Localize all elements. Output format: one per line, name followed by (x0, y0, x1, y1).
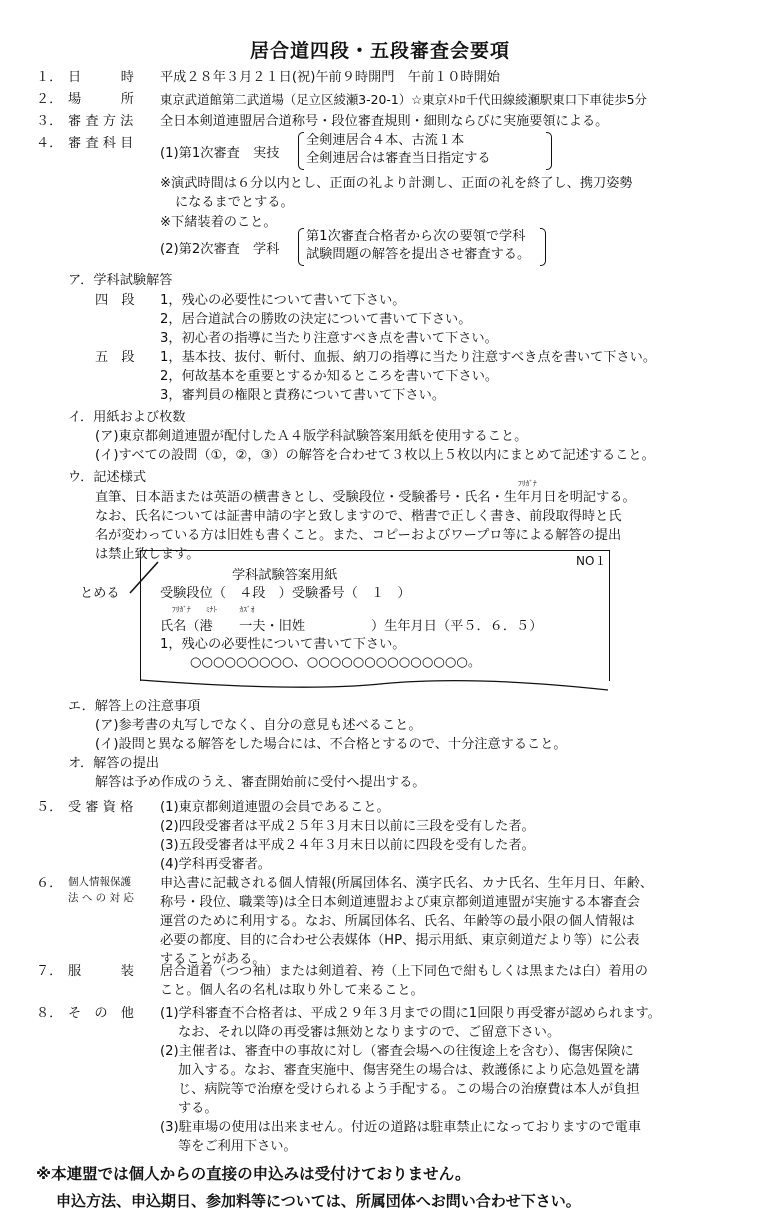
other-text: 等をご利用下さい。 (178, 1139, 297, 1154)
date-text: 平成２８年３月２１日(祝)午前９時開門 午前１０時開始 (160, 70, 500, 85)
question-item: 1，基本技、抜付、斬付、血振、納刀の指導に当たり注意すべき点を書いて下さい。 (160, 350, 657, 365)
format-text: なお、氏名については証書申請の字と致しますので、楷書で正しく書き、前段取得時と氏 (95, 509, 622, 524)
qualification-item: (1)東京都剣道連盟の会員であること。 (160, 800, 390, 815)
furigana-ruby: ﾌﾘｶﾞﾅ (518, 479, 537, 488)
place-text: 東京武道館第二武道場（足立区綾瀬3-20-1）☆東京ﾒﾄﾛ千代田線綾瀬駅東口下車徒歩5分 (160, 92, 647, 107)
page-title: 居合道四段・五段審査会要項 (250, 40, 511, 62)
privacy-text: 必要の都度、目的に合わせ公表媒体（HP、掲示用紙、東京剣道だより等）に公表 (160, 933, 640, 948)
performance-note: になるまでとする。 (175, 195, 294, 210)
section-label-subjects: 審 査 科 目 (68, 136, 134, 151)
sheet-name-line: 氏名（港 一夫・旧姓 ）生年月日（平５．６．５） (160, 619, 543, 634)
question-item: 3，初心者の指導に当たり注意すべき点を書いて下さい。 (160, 331, 498, 346)
sheet-ruby: ﾌﾘｶﾞﾅ ﾐﾅﾄ ｶｽﾞｵ (172, 605, 255, 614)
section-label-date: 日 時 (68, 70, 134, 85)
staple-label: とめる (80, 586, 120, 601)
other-text: (1)学科審査不合格者は、平成２９年３月までの間に1回限り再受審が認められます。 (160, 1006, 661, 1021)
paper-rule: (ア)東京都剣道連盟が配付したＡ４版学科試験答案用紙を使用すること。 (95, 429, 528, 444)
subsection-heading: ウ．記述様式 (68, 470, 147, 485)
subsection-heading: イ．用紙および枚数 (68, 410, 186, 425)
privacy-text: 申込書に記載される個人情報(所属団体名、漢字氏名、カナ氏名、生年月日、年齢、 (160, 876, 654, 891)
section-label-place: 場 所 (68, 92, 134, 107)
section-label-qualification: 受 審 資 格 (68, 800, 134, 815)
attire-text: こと。個人名の名札は取り外して来ること。 (160, 983, 424, 998)
other-text: じ、病院等で治療を受けられるよう手配する。この場合の治療費は本人が負担 (178, 1082, 640, 1097)
method-text: 全日本剣道連盟居合道称号・段位審査規則・細則ならびに実施要領による。 (160, 114, 609, 129)
section-number: ７． (36, 964, 63, 979)
second-exam-label: (2)第2次審査 学科 (160, 242, 280, 257)
section-number: ４． (36, 136, 63, 151)
question-item: 3，審判員の権限と責務について書いて下さい。 (160, 388, 446, 403)
section-number: ３． (36, 114, 63, 129)
sheet-answer: ○○○○○○○○○、○○○○○○○○○○○○○○。 (190, 655, 482, 670)
other-text: (2)主催者は、審査中の事故に対し（審査会場への往復途上を含む）、傷害保険に (160, 1044, 634, 1059)
grade-label-yondan: 四 段 (95, 293, 135, 308)
other-text: なお、それ以降の再受審は無効となりますので、ご留意下さい。 (178, 1025, 561, 1040)
privacy-text: 称号・段位、職業等)は全日本剣道連盟および東京都剣道連盟が実施する本審査会 (160, 895, 640, 910)
second-exam-line: 第1次審査合格者から次の要領で学科 (306, 229, 526, 244)
format-text: は禁止致します。 (95, 547, 200, 562)
format-text: 直筆、日本語または英語の横書きとし、受験段位・受験番号・氏名・生年月日を明記する。 (95, 490, 636, 505)
performance-note: ※演武時間は６分以内とし、正面の礼より計測し、正面の礼を終了し、携刀姿勢 (160, 176, 633, 191)
notice-line: ※本連盟では個人からの直接の申込みは受付けておりません。 (36, 1165, 471, 1183)
other-text: 加入する。なお、審査実施中、傷害発生の場合は、救護係により応急処置を講 (178, 1063, 640, 1078)
answer-note: (イ)設問と異なる解答をした場合には、不合格とするので、十分注意すること。 (95, 737, 567, 752)
section-number: ８． (36, 1006, 63, 1021)
privacy-text: することがある。 (160, 952, 266, 967)
first-exam-line: 全剣連居合４本、古流１本 (306, 133, 465, 148)
section-number: １． (36, 70, 63, 85)
question-item: 2，居合道試合の勝敗の決定について書いて下さい。 (160, 312, 472, 327)
section-label-method: 審 査 方 法 (68, 114, 134, 129)
attire-text: 居合道着（つつ袖）または剣道着、袴（上下同色で紺もしくは黒または白）着用の (160, 964, 648, 979)
section-number: ５． (36, 800, 63, 815)
subsection-heading: エ．解答上の注意事項 (68, 699, 201, 714)
other-text: (3)駐車場の使用は出来ません。付近の道路は駐車禁止になっておりますので電車 (160, 1120, 642, 1135)
section-label-other: そ の 他 (68, 1006, 134, 1021)
section-label-privacy: 法 へ の 対 応 (68, 892, 134, 904)
subsection-heading: オ．解答の提出 (68, 756, 160, 771)
paper-rule: (イ)すべての設問（①，②，③）の解答を合わせて３枚以上５枚以内にまとめて記述すること。 (95, 448, 655, 463)
notice-line: 申込方法、申込期日、参加料等については、所属団体へお問い合わせ下さい。 (56, 1192, 581, 1210)
question-item: 1，残心の必要性について書いて下さい。 (160, 293, 406, 308)
qualification-item: (4)学科再受審者。 (160, 857, 271, 872)
other-text: する。 (178, 1101, 218, 1116)
sheet-grade-line: 受験段位（ ４段 ）受験番号（ １ ） (160, 586, 411, 601)
qualification-item: (3)五段受審者は平成２４年３月末日以前に四段を受有した者。 (160, 838, 535, 853)
second-exam-line: 試験問題の解答を提出させ審査する。 (306, 247, 531, 262)
qualification-item: (2)四段受審者は平成２５年３月末日以前に三段を受有した者。 (160, 819, 535, 834)
answer-note: (ア)参考書の丸写しでなく、自分の意見も述べること。 (95, 718, 422, 733)
first-exam-label: (1)第1次審査 実技 (160, 146, 280, 161)
sheet-number: NO１ (576, 554, 607, 568)
first-exam-line: 全剣連居合は審査当日指定する (306, 151, 491, 166)
section-number: ２． (36, 92, 63, 107)
format-text: 名が変わっている方は旧姓も書くこと。また、コピーおよびワープロ等による解答の提出 (95, 528, 622, 543)
sheet-question: 1，残心の必要性について書いて下さい。 (160, 637, 406, 652)
subsection-heading: ア．学科試験解答 (68, 273, 173, 288)
section-number: ６． (36, 876, 63, 891)
sheet-title: 学科試験答案用紙 (232, 568, 338, 583)
section-label-attire: 服 装 (68, 964, 134, 979)
section-label-privacy: 個人情報保護 (68, 876, 131, 888)
question-item: 2，何故基本を重要とするか知るところを書いて下さい。 (160, 369, 499, 384)
privacy-text: 運営のために利用する。なお、所属団体名、氏名、年齢等の最小限の個人情報は (160, 914, 635, 929)
sageo-note: ※下緒装着のこと。 (160, 215, 277, 230)
submission-text: 解答は予め作成のうえ、審査開始前に受付へ提出する。 (95, 775, 426, 790)
grade-label-godan: 五 段 (95, 350, 135, 365)
